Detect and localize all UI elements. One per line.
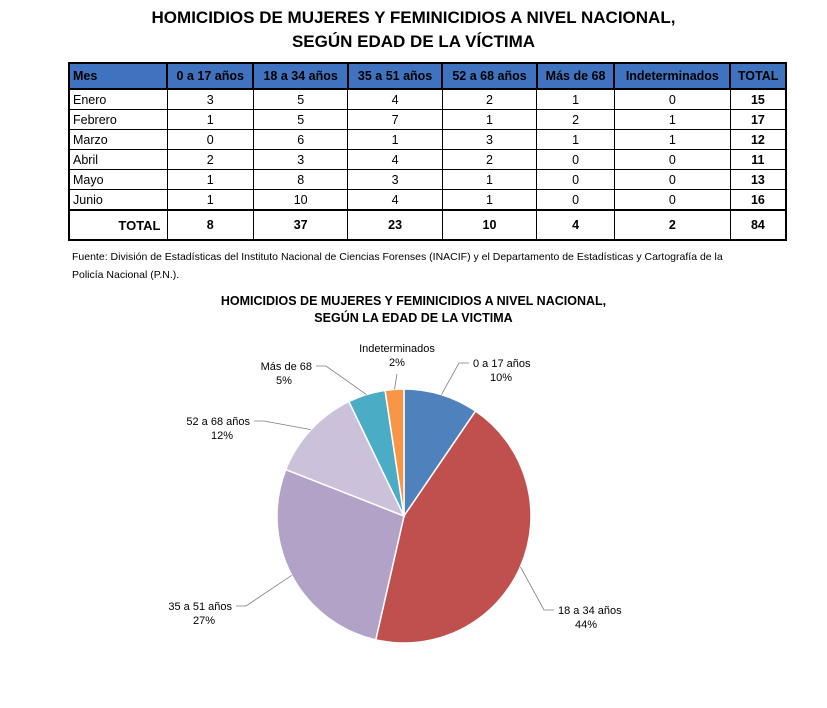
table-cell: 7: [348, 110, 442, 130]
table-cell: 0: [537, 190, 615, 211]
row-label: Abril: [69, 150, 167, 170]
row-label: Febrero: [69, 110, 167, 130]
table-cell: 1: [167, 110, 253, 130]
table-cell: 3: [253, 150, 347, 170]
slice-category-label: 0 a 17 años: [473, 358, 531, 370]
table-cell: 2: [614, 210, 730, 240]
leader-line: [520, 567, 554, 610]
chart-title-line2: SEGÚN LA EDAD DE LA VICTIMA: [314, 311, 513, 325]
table-cell: 4: [537, 210, 615, 240]
table-cell: 3: [167, 89, 253, 110]
table-cell: 1: [442, 190, 536, 211]
table-cell: 0: [537, 170, 615, 190]
table-cell: 1: [167, 190, 253, 211]
slice-category-label: 35 a 51 años: [168, 601, 232, 613]
table-cell: 2: [537, 110, 615, 130]
table-cell: 0: [614, 170, 730, 190]
leader-line: [254, 421, 311, 430]
table-cell: 0: [167, 130, 253, 150]
table-cell: 0: [614, 190, 730, 211]
row-label: Mayo: [69, 170, 167, 190]
slice-category-label: 18 a 34 años: [558, 605, 622, 617]
table-cell: 6: [253, 130, 347, 150]
column-header: Indeterminados: [614, 63, 730, 89]
table-cell: 0: [614, 89, 730, 110]
slice-percent-label: 2%: [389, 357, 405, 369]
slice-percent-label: 27%: [192, 615, 216, 627]
page-title-line2: SEGÚN EDAD DE LA VÍCTIMA: [291, 32, 536, 51]
row-label: Enero: [69, 89, 167, 110]
table-cell: 1: [167, 170, 253, 190]
table-cell: 4: [348, 89, 442, 110]
column-header: Mes: [69, 63, 167, 89]
column-header: 0 a 17 años: [167, 63, 253, 89]
table-cell: 8: [253, 170, 347, 190]
table-cell: 3: [348, 170, 442, 190]
slice-category-label: Indeterminados: [359, 343, 435, 355]
row-label: TOTAL: [69, 210, 167, 240]
slice-percent-label: 5%: [276, 375, 292, 387]
table-cell: 2: [442, 150, 536, 170]
table-cell: 1: [442, 170, 536, 190]
table-cell: 8: [167, 210, 253, 240]
row-label: Marzo: [69, 130, 167, 150]
table-cell: 10: [253, 190, 347, 211]
table-cell: 0: [614, 150, 730, 170]
table-cell: 4: [348, 190, 442, 211]
slice-category-label: 52 a 68 años: [186, 416, 250, 428]
table-cell: 16: [730, 190, 786, 211]
column-header: 35 a 51 años: [348, 63, 442, 89]
column-header: TOTAL: [730, 63, 786, 89]
table-cell: 23: [348, 210, 442, 240]
table-cell: 11: [730, 150, 786, 170]
leader-line: [395, 374, 397, 389]
slice-percent-label: 10%: [489, 372, 513, 384]
table-cell: 1: [614, 110, 730, 130]
table-cell: 13: [730, 170, 786, 190]
table-cell: 3: [442, 130, 536, 150]
leader-line: [441, 363, 469, 395]
table-cell: 5: [253, 89, 347, 110]
source-line1: Fuente: División de Estadísticas del Instituto Nacional de Ciencias Forenses (INACIF) y el Departamento de Estadísticas y Cartografía de la: [72, 251, 723, 263]
table-cell: 2: [167, 150, 253, 170]
table-cell: 0: [537, 150, 615, 170]
table-cell: 1: [442, 110, 536, 130]
table-cell: 4: [348, 150, 442, 170]
page-title-line1: HOMICIDIOS DE MUJERES Y FEMINICIDIOS A NIVEL NACIONAL,: [151, 8, 676, 27]
table-cell: 2: [442, 89, 536, 110]
slice-percent-label: 44%: [574, 619, 598, 631]
table-cell: 17: [730, 110, 786, 130]
table-cell: 1: [614, 130, 730, 150]
column-header: 18 a 34 años: [253, 63, 347, 89]
table-cell: 10: [442, 210, 536, 240]
column-header: 52 a 68 años: [442, 63, 536, 89]
table-cell: 12: [730, 130, 786, 150]
table-cell: 1: [537, 130, 615, 150]
column-header: Más de 68: [537, 63, 615, 89]
chart-title-line1: HOMICIDIOS DE MUJERES Y FEMINICIDIOS A NIVEL NACIONAL,: [220, 294, 607, 308]
table-cell: 84: [730, 210, 786, 240]
table-cell: 1: [537, 89, 615, 110]
table-cell: 37: [253, 210, 347, 240]
leader-line: [236, 575, 292, 606]
slice-percent-label: 12%: [210, 430, 234, 442]
leader-line: [316, 366, 367, 395]
table-cell: 5: [253, 110, 347, 130]
row-label: Junio: [69, 190, 167, 211]
slice-category-label: Más de 68: [260, 361, 312, 373]
source-line2: Policía Nacional (P.N.).: [72, 269, 180, 281]
table-cell: 15: [730, 89, 786, 110]
table-cell: 1: [348, 130, 442, 150]
